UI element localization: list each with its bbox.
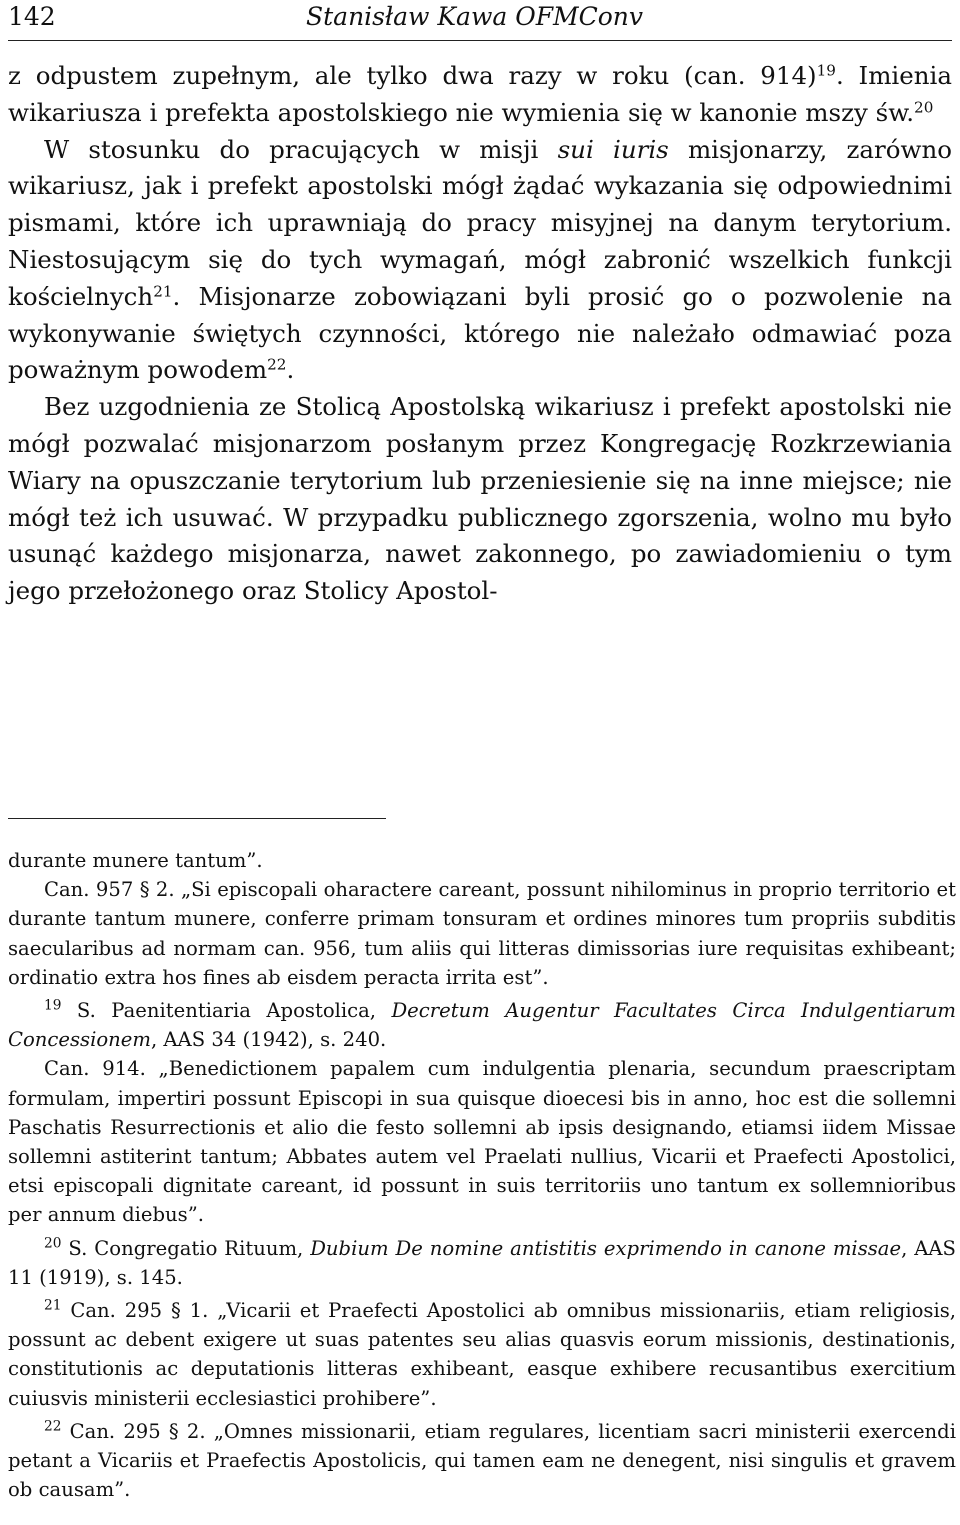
footnote-number: 21	[44, 1297, 62, 1314]
text-span: , AAS 34 (1942), s. 240.	[150, 1028, 387, 1052]
footnote-number: 19	[44, 997, 62, 1014]
footnote-continuation: durante munere tantum”.	[8, 849, 263, 872]
paragraph-1	[8, 58, 952, 132]
footnote-can-957: Can. 957 § 2. „Si episcopali oharactere careant, possunt nihilominus in proprio territorio et durante tantum munere, conferre primam tonsuram et ordines minores tum propriis subditis saecularibus ad normam can. 956, tum aliis qui litteras dimissorias iure requisitas exhibeant; ordinatio extra hos fines ab eisdem peracta irrita est”.	[8, 878, 956, 989]
text-span: Can. 295 § 1. „Vicarii et Praefecti Apostolici ab omnibus missionariis, etiam religiosis, possunt ac debent exigere ut suas patentes seu alias quasvis eorum missionis, destinationis, constitutionis ac deputationis litteras exhibeant, easque exhibere recusantibus exercitium cuiusvis ministerii ecclesiastici prohibere”.	[8, 1299, 956, 1410]
page-number: 142	[8, 2, 56, 31]
footnote-can-914: Can. 914. „Benedictionem papalem cum indulgentia plenaria, secundum praescriptam formulam, impertiri possunt Episcopi in sua quisque dioecesi bis in anno, hoc est die sollemni Paschatis Resurrectionis et alio die festo sollemni ab ipsis designando, etiamsi iidem Missae sollemni astiterint tantum; Abbates autem vel Praelati nullius, Vicarii et Praefecti Apostolici, etsi episcopali dignitate careant, id possunt in suis territoriis uno tantum ex sollemnioribus per annum diebus”.	[8, 1057, 956, 1227]
footnote-ref-20: 20	[914, 98, 934, 117]
italic-term: sui iuris	[557, 134, 669, 164]
italic-title: Decretum Augentur Facultates Circa Indulgentiarum Concessionem	[8, 999, 956, 1052]
footnote-ref-19: 19	[816, 61, 836, 80]
text-span: Can. 295 § 2. „Omnes missionarii, etiam regulares, licentiam sacri ministerii exercendi petant a Vicariis et Praefectis Apostolicis, qui tamen eam ne denegent, nisi singulis et gravem ob causam”.	[8, 1419, 956, 1502]
footnote-number: 20	[44, 1235, 62, 1252]
footnote-number: 22	[44, 1418, 62, 1435]
footnote-19	[8, 996, 956, 1054]
main-text	[8, 58, 952, 610]
text-span: S. Paenitentiaria Apostolica,	[61, 999, 392, 1023]
footnotes	[8, 846, 956, 1504]
footnote-22	[8, 1417, 956, 1505]
footnote-separator	[8, 818, 386, 819]
text-span: W stosunku do pracujących w misji	[44, 134, 558, 164]
text-span: . Misjonarze zobowiązani byli prosić go o pozwolenie na wykonywanie świętych czynności, którego nie należało odmawiać poza poważnym powodem	[8, 281, 952, 385]
running-title: Stanisław Kawa OFMConv	[306, 2, 644, 31]
running-head	[8, 0, 952, 41]
italic-title: Dubium De nomine antistitis exprimendo in canone missae	[310, 1236, 902, 1260]
text-span: S. Congregatio Rituum,	[61, 1236, 311, 1260]
text-span: . Imienia wikariusza i prefekta apostolskiego nie wymienia się w kanonie mszy św.	[8, 61, 952, 127]
paragraph-3: Bez uzgodnienia ze Stolicą Apostolską wikariusz i prefekt apostolski nie mógł pozwalać misjonarzom posłanym przez Kongregację Rozkrzewiania Wiary na opuszczanie terytorium lub przeniesienie się na inne miejsce; nie mógł też ich usuwać. W przypadku publicznego zgorszenia, wolno mu było usunąć każdego misjonarza, nawet zakonnego, po zawiadomieniu o tym jego przełożonego oraz Stolicy Apostol-	[8, 392, 952, 606]
text-span: z odpustem zupełnym, ale tylko dwa razy w roku (can. 914)	[8, 61, 817, 90]
footnote-ref-22: 22	[267, 356, 287, 375]
footnote-ref-21: 21	[153, 282, 173, 301]
paragraph-2	[8, 132, 952, 390]
footnote-20	[8, 1234, 956, 1292]
text-span: , AAS 11 (1919), s. 145.	[8, 1236, 956, 1289]
footnote-21	[8, 1296, 956, 1413]
text-span: misjonarzy, zarówno wikariusz, jak i prefekt apostolski mógł żądać wykazania się odpowiednimi pismami, które ich uprawniają do pracy misyjnej na danym terytorium. Niestosującym się do tych wymagań, mógł zabronić wszelkich funkcji kościelnych	[8, 134, 952, 311]
text-span: .	[286, 355, 295, 385]
